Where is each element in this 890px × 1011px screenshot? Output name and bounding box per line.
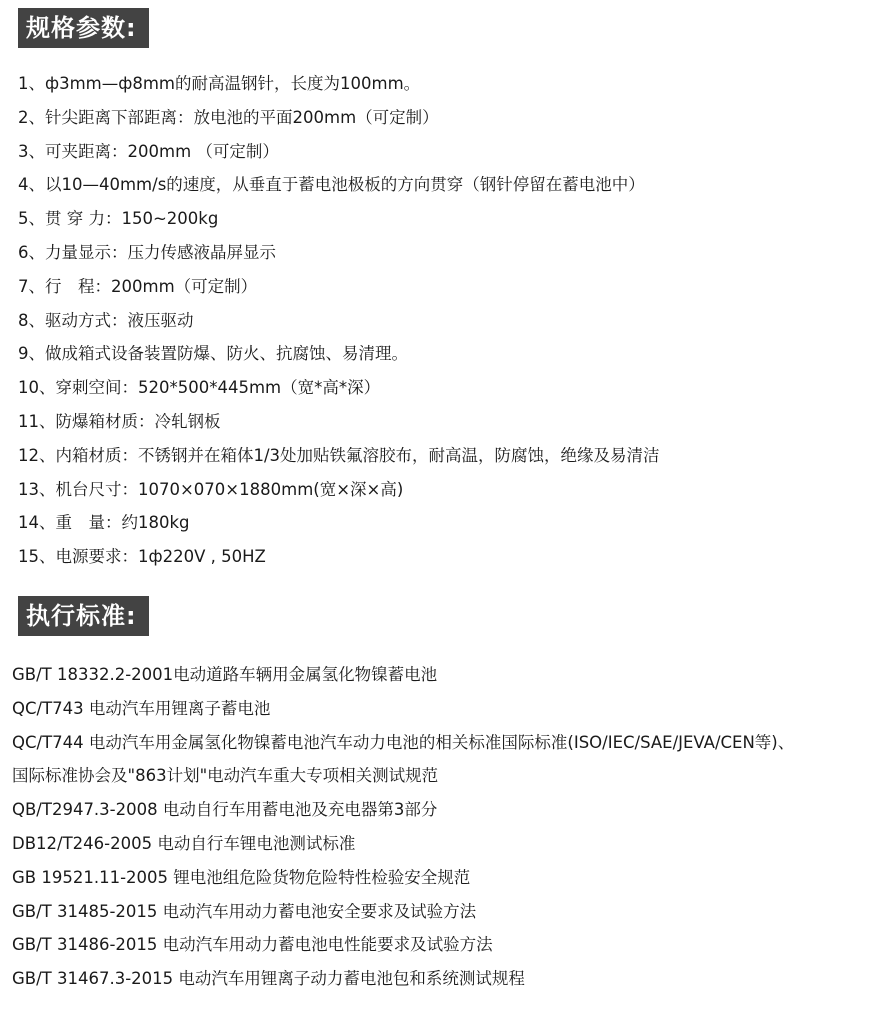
- spec-item: 7、行 程：200mm（可定制）: [18, 276, 258, 296]
- spec-item: 9、做成箱式设备装置防爆、防火、抗腐蚀、易清理。: [18, 344, 408, 364]
- standard-item: QC/T743 电动汽车用锂离子蓄电池: [12, 698, 271, 718]
- standard-item: GB/T 31485-2015 电动汽车用动力蓄电池安全要求及试验方法: [12, 901, 477, 921]
- spec-item: 4、以10—40mm/s的速度，从垂直于蓄电池极板的方向贯穿（钢针停留在蓄电池中）: [18, 175, 645, 195]
- standard-list: [12, 658, 882, 996]
- spec-section-title: 规格参数:: [18, 8, 149, 48]
- standard-item: GB/T 31486-2015 电动汽车用动力蓄电池电性能要求及试验方法: [12, 935, 493, 955]
- spec-item: 1、ф3mm—ф8mm的耐高温钢针，长度为100mm。: [18, 74, 421, 93]
- spec-item: 12、内箱材质：不锈钢并在箱体1/3处加贴铁氟溶胶布，耐高温，防腐蚀，绝缘及易清洁: [18, 445, 660, 465]
- standard-section-title: 执行标准:: [18, 596, 149, 636]
- spec-item: 3、可夹距离：200mm （可定制）: [18, 141, 279, 161]
- spec-item: 6、力量显示：压力传感液晶屏显示: [18, 242, 276, 262]
- spec-item: 5、贯 穿 力：150~200kg: [18, 209, 219, 229]
- spec-item: 2、针尖距离下部距离：放电池的平面200mm（可定制）: [18, 107, 439, 127]
- standard-item: GB 19521.11-2005 锂电池组危险货物危险特性检验安全规范: [12, 867, 471, 887]
- standard-item: DB12/T246-2005 电动自行车锂电池测试标准: [12, 833, 356, 853]
- spec-item: 13、机台尺寸：1070×070×1880mm(宽×深×高): [18, 479, 404, 499]
- standard-item: QC/T744 电动汽车用金属氢化物镍蓄电池汽车动力电池的相关标准国际标准(ISO/IEC/SAE/JEVA/CEN等)、: [12, 732, 795, 752]
- standard-item: 国际标准协会及"863计划"电动汽车重大专项相关测试规范: [12, 766, 439, 786]
- spec-item: 8、驱动方式：液压驱动: [18, 310, 194, 330]
- standard-item: QB/T2947.3-2008 电动自行车用蓄电池及充电器第3部分: [12, 800, 438, 820]
- spec-item: 11、防爆箱材质：冷轧钢板: [18, 411, 221, 431]
- spec-item: 14、重 量：约180kg: [18, 513, 190, 533]
- standard-item: GB/T 18332.2-2001电动道路车辆用金属氢化物镍蓄电池: [12, 665, 438, 684]
- spec-list: [18, 67, 878, 574]
- spec-item: 15、电源要求：1ф220V , 50HZ: [18, 547, 266, 567]
- standard-item: GB/T 31467.3-2015 电动汽车用锂离子动力蓄电池包和系统测试规程: [12, 969, 525, 989]
- spec-item: 10、穿刺空间：520*500*445mm（宽*高*深）: [18, 378, 381, 398]
